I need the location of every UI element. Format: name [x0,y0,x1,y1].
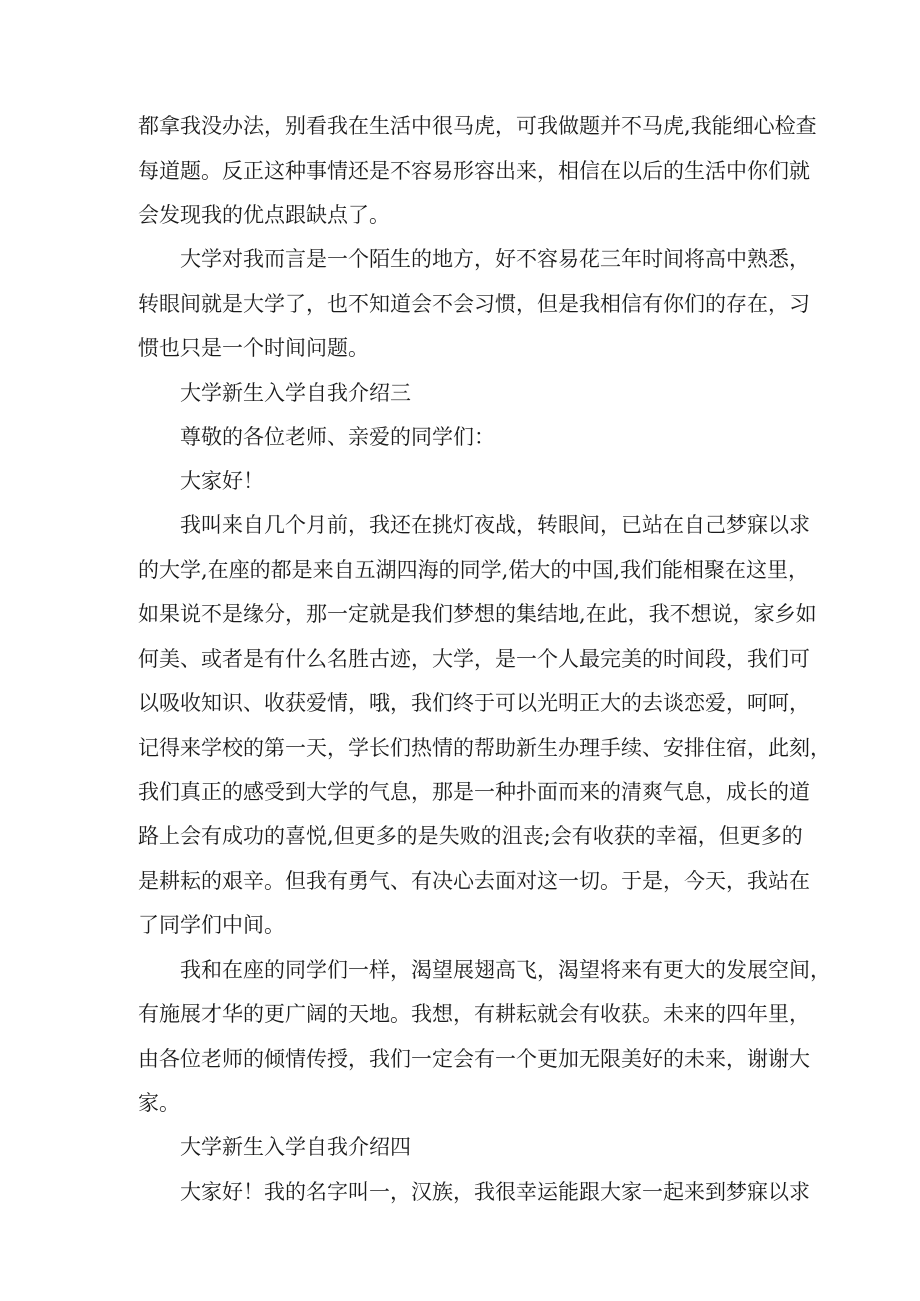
paragraph-line: 记得来学校的第一天，学长们热情的帮助新生办理手续、安排住宿，此刻， [138,736,831,760]
greeting-line: 大家好！ [180,469,264,493]
paragraph-line: 以吸收知识、收获爱情，哦，我们终于可以光明正大的去谈恋爱，呵呵， [138,691,810,715]
paragraph-line: 是耕耘的艰辛。但我有勇气、有决心去面对这一切。于是，今天，我站在 [138,869,810,893]
paragraph-line: 都拿我没办法，别看我在生活中很马虎，可我做题并不马虎,我能细心检查 [138,114,817,138]
paragraph-line: 如果说不是缘分，那一定就是我们梦想的集结地,在此，我不想说，家乡如 [138,602,817,626]
paragraph-line: 大学对我而言是一个陌生的地方，好不容易花三年时间将高中熟悉， [180,247,810,271]
paragraph-line: 何美、或者是有什么名胜古迹，大学，是一个人最完美的时间段，我们可 [138,647,810,671]
paragraph-line: 我们真正的感受到大学的气息，那是一种扑面而来的清爽气息，成长的道 [138,780,810,804]
paragraph-line: 我和在座的同学们一样，渴望展翅高飞，渴望将来有更大的发展空间， [180,958,831,982]
section-heading: 大学新生入学自我介绍三 [180,381,411,405]
paragraph-line: 我叫来自几个月前，我还在挑灯夜战，转眼间，已站在自己梦寐以求 [180,513,810,537]
salutation-line: 尊敬的各位老师、亲爱的同学们： [180,425,495,449]
paragraph-line: 家。 [138,1091,180,1115]
section-heading: 大学新生入学自我介绍四 [180,1135,411,1159]
paragraph-line: 的大学,在座的都是来自五湖四海的同学,偌大的中国,我们能相聚在这里， [138,558,810,582]
paragraph-line: 每道题。反正这种事情还是不容易形容出来，相信在以后的生活中你们就 [138,159,810,183]
paragraph-line: 转眼间就是大学了，也不知道会不会习惯，但是我相信有你们的存在，习 [138,292,810,316]
paragraph-line: 有施展才华的更广阔的天地。我想，有耕耘就会有收获。未来的四年里， [138,1002,810,1026]
paragraph-line: 路上会有成功的喜悦,但更多的是失败的沮丧;会有收获的幸福，但更多的 [138,824,803,848]
paragraph-line: 了同学们中间。 [138,913,285,937]
paragraph-line: 大家好！我的名字叫一，汉族，我很幸运能跟大家一起来到梦寐以求 [180,1180,810,1204]
paragraph-line: 会发现我的优点跟缺点了。 [138,203,390,227]
paragraph-line: 惯也只是一个时间问题。 [138,336,369,360]
paragraph-line: 由各位老师的倾情传授，我们一定会有一个更加无限美好的未来，谢谢大 [138,1047,810,1071]
